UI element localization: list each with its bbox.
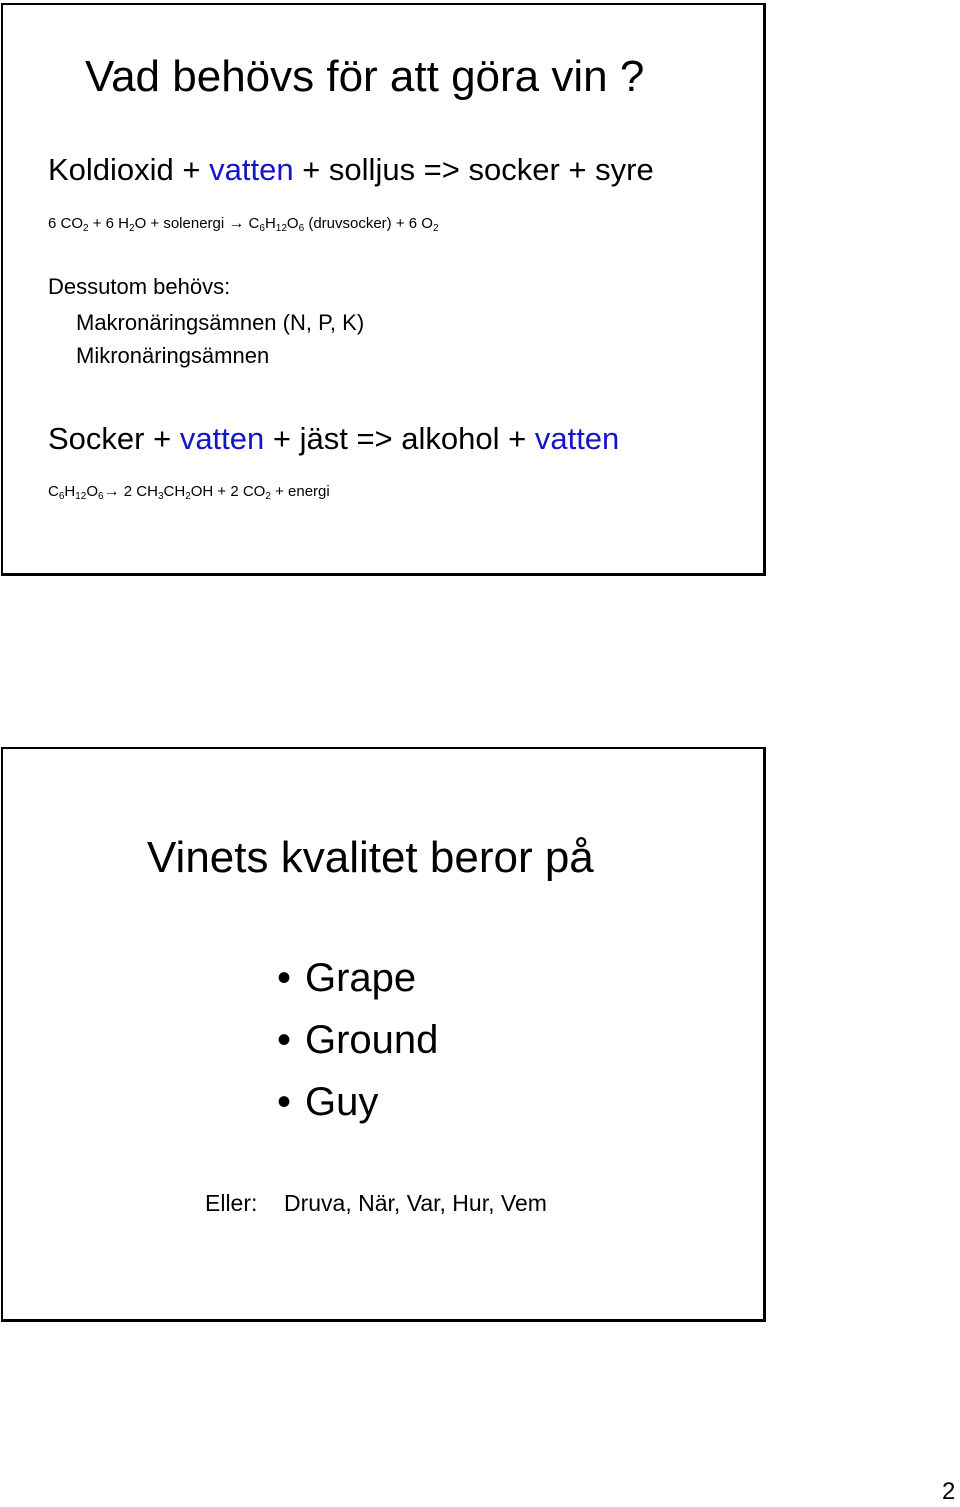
- photosynthesis-word-equation: [48, 152, 654, 188]
- eq2-term-o: O: [86, 483, 99, 500]
- fermentation-text-2: + jäst => alkohol +: [264, 421, 535, 456]
- bullet-icon: •: [277, 1018, 292, 1062]
- fermentation-chemical-equation: [48, 483, 330, 501]
- slide-1-title: Vad behövs för att göra vin ?: [85, 52, 645, 101]
- eq1-term-solar: O + solenergi: [134, 215, 229, 232]
- additional-needs-heading: Dessutom behövs:: [48, 274, 231, 299]
- micronutrients-item: Mikronäringsämnen: [76, 343, 270, 368]
- eq2-subscript: 2: [185, 491, 191, 502]
- eq2-subscript: 6: [58, 491, 65, 502]
- fermentation-word-equation: [48, 421, 619, 457]
- photosynthesis-text-2: + solljus => socker + syre: [293, 152, 654, 187]
- eq1-term-glucose-c: C: [244, 215, 260, 232]
- fermentation-water-word: vatten: [534, 421, 620, 456]
- eq1-term-h2o: + 6 H: [88, 215, 130, 232]
- page-number: 2: [942, 1478, 956, 1505]
- photosynthesis-water-word: vatten: [209, 152, 294, 187]
- fermentation-text-1: Socker +: [48, 421, 180, 456]
- eq2-term-ch2: CH: [163, 483, 186, 500]
- reaction-arrow-icon: →: [103, 483, 120, 500]
- eq2-subscript: 6: [98, 491, 104, 502]
- list-item-label: Ground: [305, 1018, 439, 1062]
- photosynthesis-chemical-equation: [48, 215, 439, 233]
- eq2-subscript: 3: [157, 491, 164, 502]
- list-item: [277, 956, 416, 1001]
- eq1-subscript: 6: [298, 223, 305, 234]
- list-item: [277, 1018, 438, 1063]
- eq1-term-glucose-h: H: [264, 215, 276, 232]
- eq1-subscript: 12: [275, 223, 287, 234]
- eq1-subscript: 2: [83, 223, 89, 234]
- fermentation-water-word: vatten: [179, 421, 265, 456]
- eq1-term-glucose-o: O: [286, 215, 299, 232]
- bullet-icon: •: [277, 956, 292, 1000]
- eq2-subscript: 2: [265, 491, 271, 502]
- alternative-label: Eller:: [205, 1190, 258, 1216]
- eq1-subscript: 2: [432, 223, 439, 234]
- eq1-term-co2: 6 CO: [48, 215, 84, 232]
- eq2-subscript: 12: [75, 491, 87, 502]
- list-item-label: Guy: [305, 1080, 379, 1124]
- eq2-term-energy: + energi: [270, 483, 330, 500]
- alternative-words: Druva, När, Var, Hur, Vem: [284, 1190, 547, 1216]
- reaction-arrow-icon: →: [228, 215, 245, 232]
- bullet-icon: •: [277, 1080, 292, 1124]
- photosynthesis-text-1: Koldioxid +: [48, 152, 210, 187]
- macronutrients-item: Makronäringsämnen (N, P, K): [76, 310, 365, 335]
- list-item: [277, 1080, 378, 1125]
- eq1-subscript: 2: [129, 223, 135, 234]
- eq2-term-ch3: 2 CH: [119, 483, 158, 500]
- eq2-term-c: C: [48, 483, 59, 500]
- eq1-subscript: 6: [259, 223, 265, 234]
- slide-2-title: Vinets kvalitet beror på: [147, 833, 594, 882]
- eq1-term-oxygen: (druvsocker) + 6 O: [304, 215, 433, 232]
- eq2-term-co2: OH + 2 CO: [190, 483, 266, 500]
- list-item-label: Grape: [305, 956, 417, 1000]
- eq2-term-h: H: [64, 483, 76, 500]
